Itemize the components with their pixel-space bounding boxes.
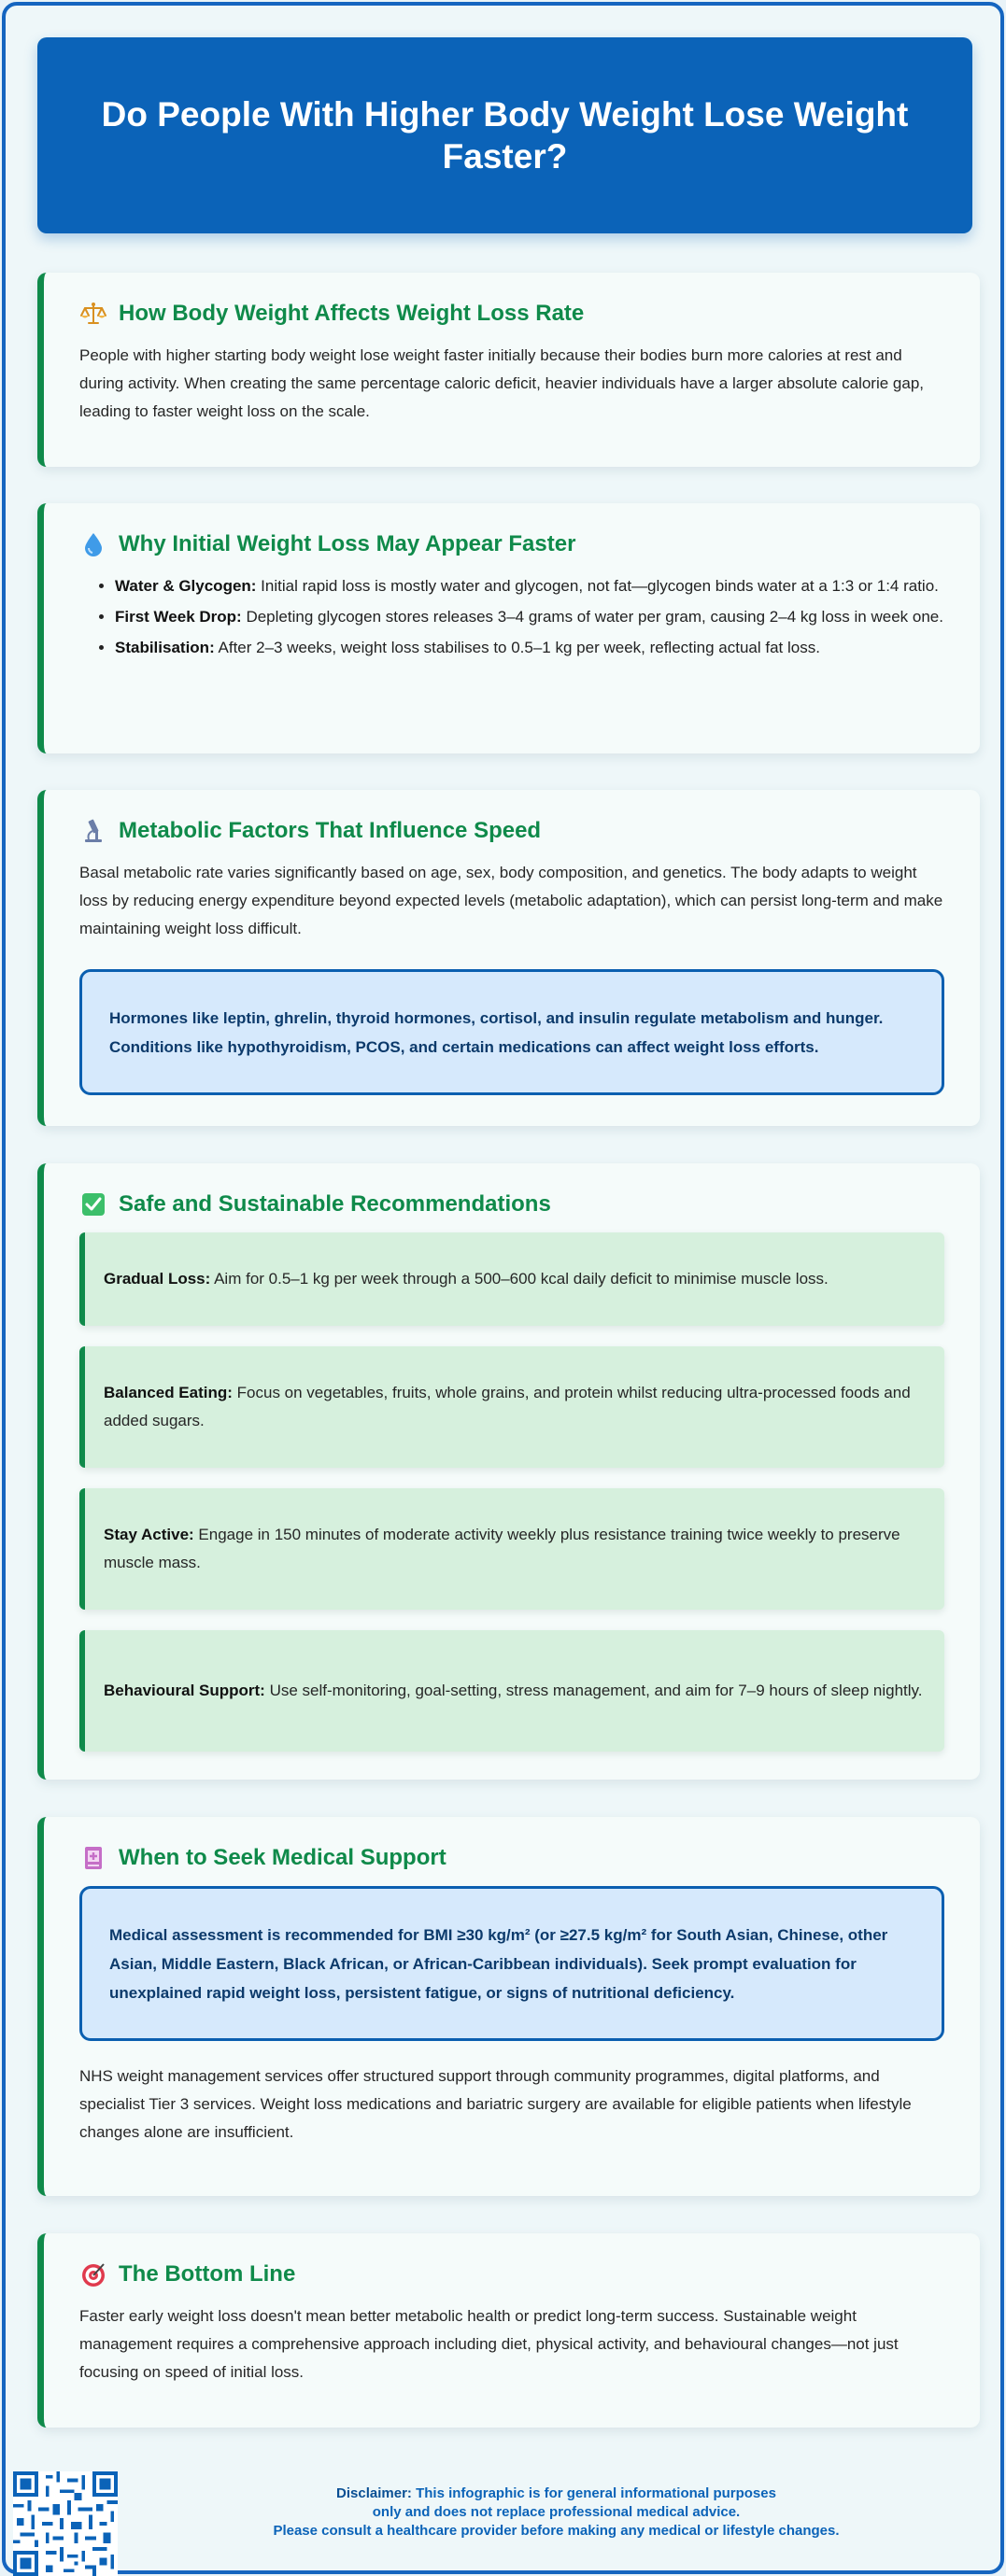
list-item: • First Week Drop: Depleting glycogen stores releases 3–4 grams of water per gram, causing 2–4 kg loss in week one.: [115, 603, 944, 631]
disclaimer: [116, 2485, 997, 2541]
page-header: [37, 37, 972, 233]
recommendation-item-balanced-eating: Balanced Eating: Focus on vegetables, fruits, whole grains, and protein whilst reducing ultra-processed foods and added sugars.: [79, 1346, 944, 1468]
qr-code-icon[interactable]: [13, 2471, 118, 2576]
water-drop-icon: [79, 530, 107, 558]
disclaimer-line: This infographic is for general informational purposes: [411, 2485, 776, 2501]
section-title: The Bottom Line: [119, 2261, 296, 2287]
section-text: People with higher starting body weight lose weight faster initially because their bodies burn more calories at rest and during activity. When creating the same percentage caloric deficit, heavier individuals have a larger absolute calorie gap, leading to faster weight loss on the scale.: [79, 346, 925, 420]
section-medical-support: [37, 1817, 980, 2196]
recommendation-item-stay-active: Stay Active: Engage in 150 minutes of moderate activity weekly plus resistance training twice weekly to preserve muscle mass.: [79, 1488, 944, 1610]
section-text: Faster early weight loss doesn't mean better metabolic health or predict long-term success. Sustainable weight management requires a comprehensive approach including diet, physical activity, and behavioural changes—not just focusing on speed of initial loss.: [79, 2307, 899, 2381]
medical-record-icon: [79, 1844, 107, 1872]
footer: [13, 2467, 1000, 2573]
section-body-weight: [37, 273, 980, 467]
recommendation-item-behavioural-support: Behavioural Support: Use self-monitoring, goal-setting, stress management, and aim for 7–9 hours of sleep nightly.: [79, 1630, 944, 1752]
section-title: How Body Weight Affects Weight Loss Rate: [119, 301, 585, 326]
section-text: Basal metabolic rate varies significantly based on age, sex, body composition, and genetics. The body adapts to weight loss by reducing energy expenditure beyond expected levels (metabolic adaptation), which can persist long-term and make maintaining weight loss difficult.: [79, 864, 943, 937]
section-title: When to Seek Medical Support: [119, 1845, 446, 1870]
section-text: NHS weight management services offer structured support through community programmes, digital platforms, and specialist Tier 3 services. Weight loss medications and bariatric surgery are available for eligible patients when lifestyle changes alone are insufficient.: [79, 2067, 912, 2141]
section-title: Safe and Sustainable Recommendations: [119, 1191, 551, 1217]
recommendation-item-gradual-loss: Gradual Loss: Aim for 0.5–1 kg per week through a 500–600 kcal daily deficit to minimise muscle loss.: [79, 1232, 944, 1326]
list-item: • Water & Glycogen: Initial rapid loss is mostly water and glycogen, not fat—glycogen binds water at a 1:3 or 1:4 ratio.: [115, 572, 944, 600]
section-title: Why Initial Weight Loss May Appear Faster: [119, 531, 576, 556]
section-bottom-line: [37, 2233, 980, 2428]
page-frame: [2, 2, 1004, 2574]
section-title: Metabolic Factors That Influence Speed: [119, 818, 542, 843]
microscope-icon: [79, 817, 107, 845]
page-title: Do People With Higher Body Weight Lose Weight Faster?: [101, 94, 909, 176]
section-recommendations: [37, 1163, 980, 1780]
disclaimer-line: only and does not replace professional medical advice.: [372, 2504, 741, 2520]
target-icon: [79, 2260, 107, 2288]
bullet-list: [115, 572, 944, 662]
disclaimer-line: Please consult a healthcare provider before making any medical or lifestyle changes.: [273, 2523, 840, 2539]
hormones-callout: Hormones like leptin, ghrelin, thyroid hormones, cortisol, and insulin regulate metabolism and hunger. Conditions like hypothyroidism, PCOS, and certain medications can affect weight loss efforts.: [79, 969, 944, 1095]
section-metabolic: [37, 790, 980, 1126]
disclaimer-label: Disclaimer:: [336, 2485, 412, 2501]
balance-scale-icon: [79, 300, 107, 328]
check-box-icon: [79, 1190, 107, 1218]
section-initial-loss: [37, 503, 980, 753]
bmi-callout: Medical assessment is recommended for BMI ≥30 kg/m² (or ≥27.5 kg/m² for South Asian, Chinese, other Asian, Middle Eastern, Black African, or African-Caribbean individuals). Seek prompt evaluation for unexplained rapid weight loss, persistent fatigue, or signs of nutritional deficiency.: [79, 1886, 944, 2041]
list-item: • Stabilisation: After 2–3 weeks, weight loss stabilises to 0.5–1 kg per week, reflecting actual fat loss.: [115, 634, 944, 662]
